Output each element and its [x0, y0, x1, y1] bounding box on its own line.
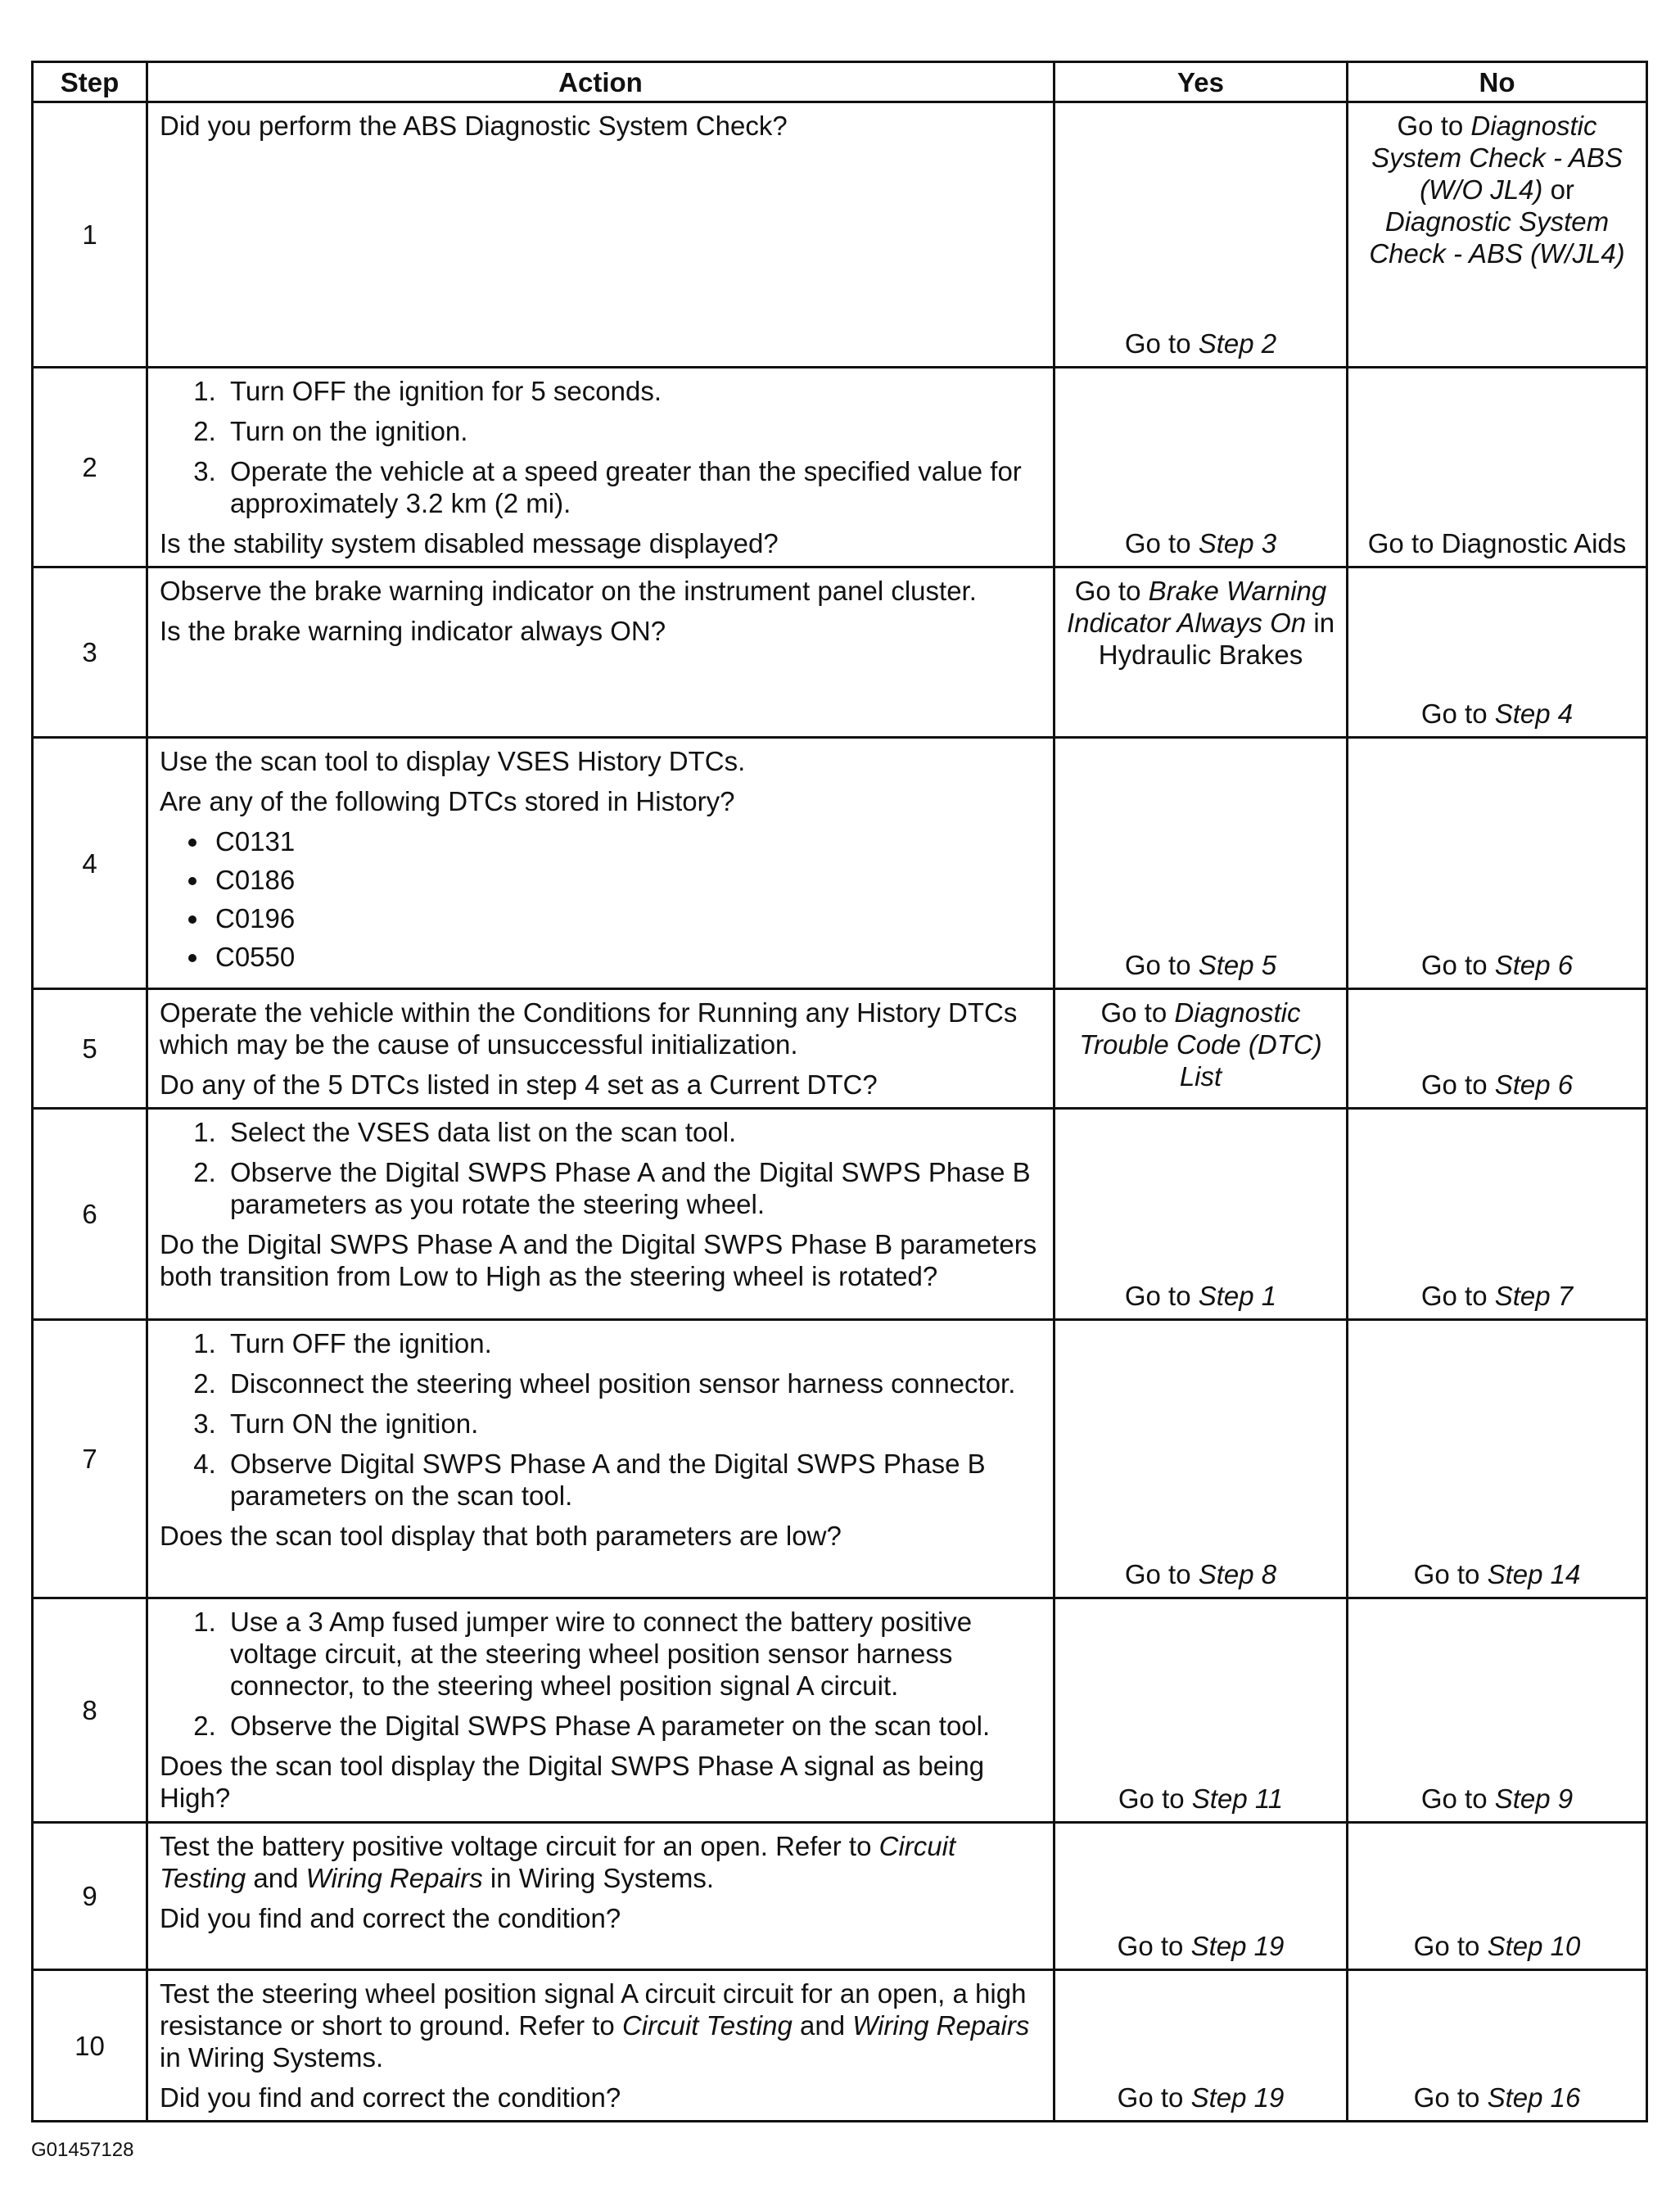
yes-prefix: Go to [1124, 1281, 1191, 1311]
yes-prefix: Go to [1124, 950, 1191, 980]
wiring-repairs-link[interactable]: Wiring Repairs [852, 2010, 1030, 2041]
step-number: 7 [33, 1320, 147, 1598]
yes-prefix: Go to [1124, 328, 1191, 359]
table-row [33, 368, 1647, 567]
yes-cell [1055, 1823, 1348, 1970]
yes-step-link[interactable]: Step 19 [1190, 1931, 1285, 1961]
step-number: 9 [33, 1823, 147, 1970]
no-cell [1348, 368, 1647, 567]
action-question: Did you find and correct the condition? [160, 1903, 621, 1933]
list-item: 3. Operate the vehicle at a speed greater than the specified value for approximately 3.2 km (2 mi). [224, 455, 1041, 519]
action-cell [147, 1109, 1055, 1320]
yes-cell [1055, 1970, 1348, 2122]
header-no: No [1348, 62, 1647, 102]
no-prefix: Go to [1420, 1783, 1488, 1814]
yes-step-link[interactable]: Step 3 [1198, 528, 1277, 558]
step-number: 2 [33, 368, 147, 567]
yes-cell [1055, 1598, 1348, 1823]
step-number: 6 [33, 1109, 147, 1320]
table-row [33, 1598, 1647, 1823]
no-cell [1348, 989, 1647, 1109]
header-yes: Yes [1055, 62, 1348, 102]
action-question: Does the scan tool display the Digital SWPS Phase A signal as being High? [160, 1751, 985, 1813]
step-number: 5 [33, 989, 147, 1109]
yes-cell [1055, 989, 1348, 1109]
no-prefix: Go to [1420, 698, 1488, 729]
wiring-repairs-link[interactable]: Wiring Repairs [305, 1863, 483, 1893]
circuit-testing-link[interactable]: Circuit Testing [160, 1831, 956, 1893]
yes-step-link[interactable]: Step 2 [1198, 328, 1277, 359]
action-steps-list [160, 1606, 1041, 1742]
table-row [33, 989, 1647, 1109]
action-steps-list [160, 1327, 1041, 1512]
no-cell [1348, 1109, 1647, 1320]
no-step-link[interactable]: Step 7 [1494, 1281, 1574, 1311]
no-step-link[interactable]: Step 6 [1494, 950, 1574, 980]
no-link-diagnostic-system-check-wo-jl4[interactable]: Diagnostic System Check - ABS (W/O JL4) [1371, 111, 1623, 205]
action-text [160, 1830, 1041, 1894]
action-text-part: Test the steering wheel position signal A circuit circuit for an open, a high resistance or short to ground. Refer to [160, 1978, 1027, 2041]
yes-cell [1055, 738, 1348, 989]
no-cell [1348, 1970, 1647, 2122]
table-row [33, 738, 1647, 989]
action-cell [147, 567, 1055, 738]
no-step-link[interactable]: Step 10 [1487, 1931, 1581, 1961]
yes-prefix: Go to [1117, 1931, 1184, 1961]
yes-prefix: Go to [1124, 1559, 1191, 1589]
action-question: Does the scan tool display that both parameters are low? [160, 1521, 842, 1551]
action-cell [147, 738, 1055, 989]
action-cell [147, 1970, 1055, 2122]
step-number: 3 [33, 567, 147, 738]
list-item: • C0550 [210, 941, 1041, 973]
list-item: 2. Disconnect the steering wheel position sensor harness connector. [224, 1367, 1041, 1399]
list-item: • C0186 [210, 864, 1041, 896]
yes-prefix: Go to [1074, 576, 1141, 606]
action-text-part: and [253, 1863, 299, 1893]
action-cell [147, 368, 1055, 567]
action-text-part: in Wiring Systems. [490, 1863, 715, 1893]
action-text-part: Test the battery positive voltage circuit for an open. Refer to [160, 1831, 872, 1861]
circuit-testing-link[interactable]: Circuit Testing [621, 2010, 793, 2041]
action-question: Are any of the following DTCs stored in History? [160, 786, 735, 816]
no-connector: or [1550, 174, 1574, 205]
yes-cell [1055, 1320, 1348, 1598]
yes-suffix: in Hydraulic Brakes [1098, 608, 1335, 670]
yes-cell [1055, 102, 1348, 368]
step-number: 10 [33, 1970, 147, 2122]
yes-cell [1055, 1109, 1348, 1320]
no-prefix: Go to [1413, 2082, 1480, 2113]
step-number: 8 [33, 1598, 147, 1823]
no-cell [1348, 1598, 1647, 1823]
yes-step-link[interactable]: Step 5 [1198, 950, 1277, 980]
list-item: • C0131 [210, 825, 1041, 857]
no-prefix: Go to [1420, 950, 1488, 980]
action-question: Is the brake warning indicator always ON? [160, 616, 666, 646]
yes-link-brake-warning-indicator[interactable]: Brake Warning Indicator Always On [1066, 576, 1327, 638]
yes-prefix: Go to [1100, 997, 1167, 1028]
step-number: 4 [33, 738, 147, 989]
no-prefix: Go to [1413, 1931, 1480, 1961]
header-action: Action [147, 62, 1055, 102]
no-cell [1348, 102, 1647, 368]
list-item: 4. Observe Digital SWPS Phase A and the Digital SWPS Phase B parameters on the scan tool. [224, 1448, 1041, 1512]
action-cell [147, 1823, 1055, 1970]
yes-cell [1055, 368, 1348, 567]
no-step-link[interactable]: Step 14 [1487, 1559, 1581, 1589]
table-row [33, 1109, 1647, 1320]
yes-cell [1055, 567, 1348, 738]
diagnostic-steps-table [31, 61, 1648, 2122]
action-text-part: and [800, 2010, 846, 2041]
action-text: Observe the brake warning indicator on the instrument panel cluster. [160, 576, 977, 606]
yes-prefix: Go to [1118, 1783, 1185, 1814]
action-text: Operate the vehicle within the Conditions for Running any History DTCs which may be the cause of unsuccessful initialization. [160, 997, 1018, 1060]
list-item: 2. Observe the Digital SWPS Phase A parameter on the scan tool. [224, 1710, 1041, 1742]
no-cell [1348, 567, 1647, 738]
table-row [33, 1320, 1647, 1598]
yes-step-link[interactable]: Step 11 [1191, 1783, 1284, 1814]
list-item: 1. Turn OFF the ignition for 5 seconds. [224, 375, 1041, 407]
list-item: 3. Turn ON the ignition. [224, 1408, 1041, 1440]
no-cell [1348, 1823, 1647, 1970]
list-item: 1. Turn OFF the ignition. [224, 1327, 1041, 1359]
list-item: 2. Observe the Digital SWPS Phase A and the Digital SWPS Phase B parameters as you rotate the steering wheel. [224, 1156, 1041, 1220]
yes-prefix: Go to [1117, 2082, 1184, 2113]
table-row [33, 1970, 1647, 2122]
no-prefix: Go to [1413, 1559, 1480, 1589]
no-text: Go to Diagnostic Aids [1367, 528, 1627, 558]
no-prefix: Go to [1420, 1069, 1488, 1100]
no-step-link[interactable]: Step 16 [1487, 2082, 1581, 2113]
table-row [33, 102, 1647, 368]
yes-link-dtc-list[interactable]: Diagnostic Trouble Code (DTC) List [1079, 997, 1322, 1092]
yes-prefix: Go to [1124, 528, 1191, 558]
list-item: • C0196 [210, 902, 1041, 934]
action-cell [147, 1320, 1055, 1598]
no-link-diagnostic-system-check-w-jl4[interactable]: Diagnostic System Check - ABS (W/JL4) [1369, 206, 1625, 269]
yes-step-link[interactable]: Step 19 [1190, 2082, 1285, 2113]
list-item: 1. Select the VSES data list on the scan tool. [224, 1116, 1041, 1148]
action-cell [147, 102, 1055, 368]
action-question: Do the Digital SWPS Phase A and the Digital SWPS Phase B parameters both transition from Low to High as the steering wheel is rotated? [160, 1229, 1037, 1291]
step-number: 1 [33, 102, 147, 368]
action-text [160, 1978, 1041, 2073]
table-header-row [33, 62, 1647, 102]
no-step-link[interactable]: Step 4 [1494, 698, 1574, 729]
action-question: Is the stability system disabled message displayed? [160, 528, 779, 558]
list-item: 2. Turn on the ignition. [224, 415, 1041, 447]
action-cell [147, 989, 1055, 1109]
no-prefix: Go to [1397, 111, 1464, 141]
no-prefix: Go to [1420, 1281, 1488, 1311]
header-step: Step [33, 62, 147, 102]
action-text: Did you perform the ABS Diagnostic System Check? [160, 111, 788, 141]
action-question: Do any of the 5 DTCs listed in step 4 set as a Current DTC? [160, 1069, 878, 1100]
action-text-part: in Wiring Systems. [160, 2042, 384, 2073]
action-cell [147, 1598, 1055, 1823]
yes-step-link[interactable]: Step 1 [1198, 1281, 1277, 1311]
table-row [33, 567, 1647, 738]
no-step-link[interactable]: Step 9 [1494, 1783, 1574, 1814]
no-cell [1348, 738, 1647, 989]
action-steps-list [160, 1116, 1041, 1220]
dtc-list [160, 825, 1041, 973]
table-row [33, 1823, 1647, 1970]
action-text: Use the scan tool to display VSES History DTCs. [160, 746, 746, 776]
action-steps-list [160, 375, 1041, 519]
yes-step-link[interactable]: Step 8 [1198, 1559, 1277, 1589]
figure-code: G01457128 [31, 2139, 134, 2161]
action-question: Did you find and correct the condition? [160, 2082, 621, 2113]
no-cell [1348, 1320, 1647, 1598]
list-item: 1. Use a 3 Amp fused jumper wire to connect the battery positive voltage circuit, at the steering wheel position sensor harness connector, to the steering wheel position signal A circuit. [224, 1606, 1041, 1702]
no-step-link[interactable]: Step 6 [1494, 1069, 1574, 1100]
